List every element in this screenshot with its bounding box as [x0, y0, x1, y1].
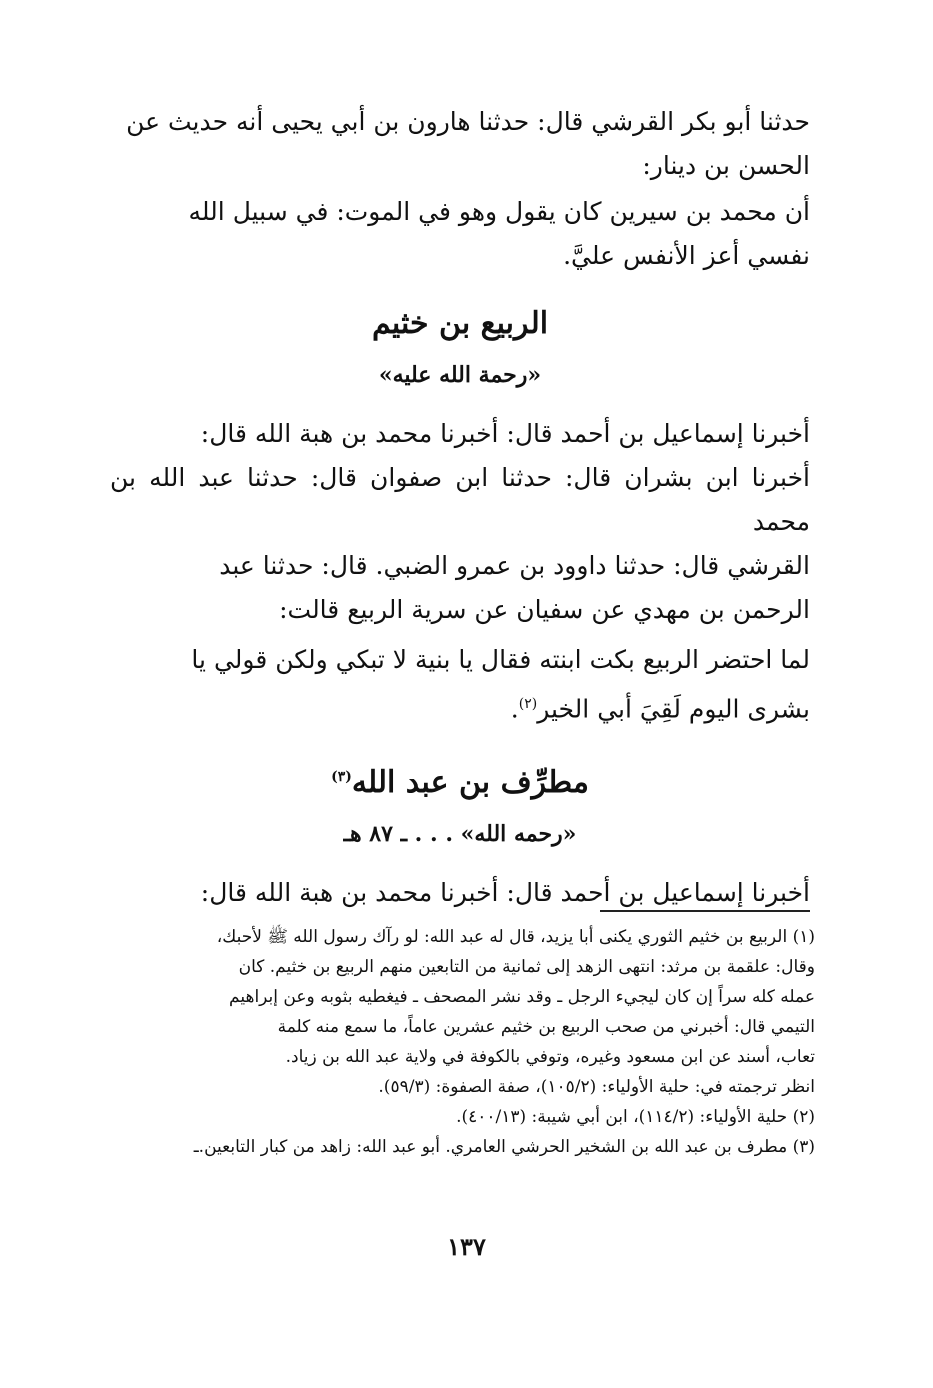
text-line	[110, 682, 810, 731]
section-subheading-mutarrif: «رحمه الله» . . . ـ ٨٧ هـ	[343, 821, 577, 848]
text-line: أخبرنا إسماعيل بن أحمد قال: أخبرنا محمد بن هبة الله قال:	[200, 419, 810, 448]
footnote-line: عمله كله سراً إن كان ليجيء الرجل ـ وقد نشر المصحف ـ فيغطيه بثوبه وعن إبراهيم	[229, 987, 815, 1007]
section-heading-mutarrif	[110, 757, 810, 803]
text-line: أن محمد بن سيرين كان يقول وهو في الموت: في سبيل الله	[188, 197, 810, 226]
section-heading-rabi: الربيع بن خثيم	[371, 306, 549, 341]
footnote-line: تعاب، أسند عن ابن مسعود وغيره، وتوفي بالكوفة في ولاية عبد الله بن زياد.	[285, 1047, 815, 1067]
text-line: حدثنا أبو بكر القرشي قال: حدثنا هارون بن أبي يحيى أنه حديث عن	[126, 107, 810, 136]
footnote-divider	[600, 910, 810, 912]
footnote-ref: (٢)	[518, 696, 538, 712]
paragraph-2	[110, 190, 810, 278]
paragraph-3	[110, 412, 810, 632]
text-line: لما احتضر الربيع بكت ابنته فقال يا بنية لا تبكي ولكن قولي يا	[191, 645, 810, 674]
paragraph-1	[110, 100, 810, 188]
text-line: الرحمن بن مهدي عن سفيان عن سرية الربيع قالت:	[279, 595, 810, 624]
footnote-line: انظر ترجمته في: حلية الأولياء: (١٠٥/٢)، صفة الصفوة: (٥٩/٣).	[378, 1077, 815, 1097]
paragraph-4	[110, 638, 810, 731]
text-fragment: .	[510, 694, 519, 724]
text-line: القرشي قال: حدثنا داوود بن عمرو الضبي. قال: حدثنا عبد	[219, 551, 810, 580]
footnote-line: (١) الربيع بن خثيم الثوري يكنى أبا يزيد، قال له عبد الله: لو رآك رسول الله ﷺ لأحبك،	[216, 927, 815, 947]
section-subheading-rabi: «رحمة الله عليه»	[378, 362, 542, 388]
footnote-line: (٣) مطرف بن عبد الله بن الشخير الحرشي العامري. أبو عبد الله: زاهد من كبار التابعين.ـ	[193, 1137, 815, 1157]
footnote-ref: (٣)	[331, 769, 352, 786]
footnote-line: (٢) حلية الأولياء: (١١٤/٢)، ابن أبي شيبة: (٤٠٠/١٣).	[456, 1107, 815, 1127]
footnote-line: التيمي قال: أخبرني من صحب الربيع بن خثيم عشرين عاماً، ما سمع منه كلمة	[277, 1017, 815, 1037]
paragraph-5	[110, 871, 810, 915]
page-number: ١٣٧	[447, 1232, 486, 1261]
page-body	[110, 100, 810, 915]
footnote-line: وقال: علقمة بن مرثد: انتهى الزهد إلى ثمانية من التابعين منهم الربيع بن خثيم. كان	[238, 957, 815, 977]
text-line: الحسن بن دينار:	[642, 151, 810, 180]
heading-text: مطرِّف بن عبد الله	[351, 765, 589, 801]
footnotes	[110, 922, 815, 1162]
text-line: أخبرنا ابن بشران قال: حدثنا ابن صفوان قال: حدثنا عبد الله بن محمد	[110, 463, 810, 536]
text-fragment: بشرى اليوم لَقِيَ أبي الخير	[537, 694, 810, 724]
text-line: نفسي أعز الأنفس عليَّ.	[563, 241, 810, 270]
text-line: أخبرنا إسماعيل بن أحمد قال: أخبرنا محمد بن هبة الله قال:	[200, 878, 810, 908]
